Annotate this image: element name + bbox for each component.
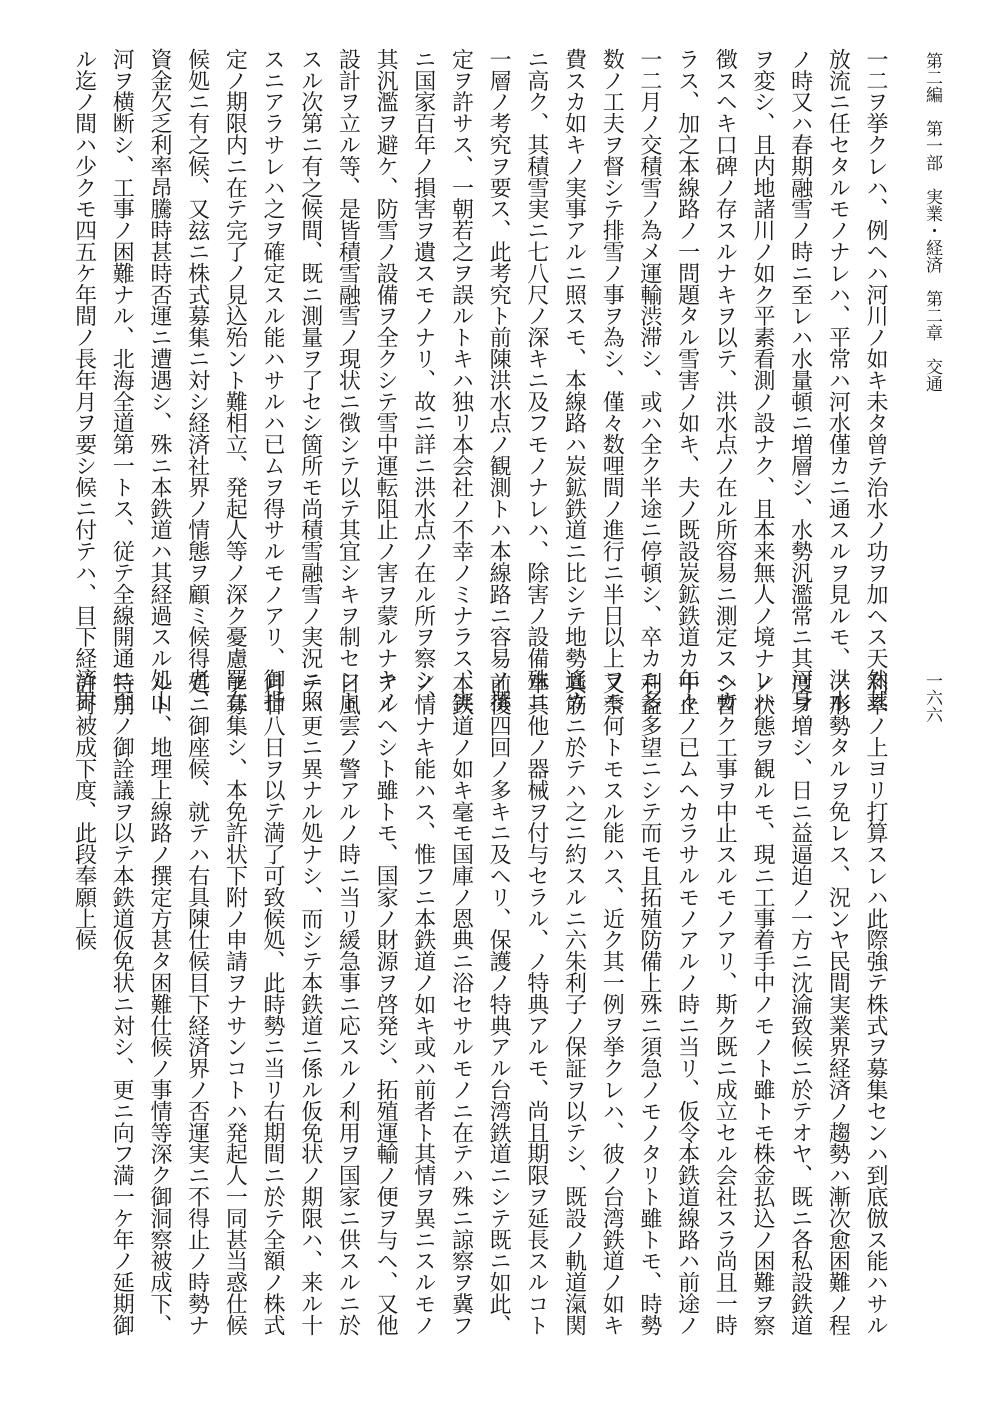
text-column: 費スカ如キノ実事アルニ照スモ、本線路ハ炭鉱鉄道ニ比シテ地勢遙カ (561, 48, 587, 712)
text-column: 資金欠乏利率昂騰時甚時否運ニ遭遇シ、殊ニ本鉄道ハ其経過スル処山 (146, 48, 172, 712)
running-head: 第二編 第一部 実業・経済 第二章 交通 (922, 52, 942, 392)
text-column: ヲ変シ、且内地諸川ノ如ク平素看測ノ設ナク、且本来無人ノ境ナレハ (749, 48, 775, 712)
page-number: 一六六 (922, 672, 942, 723)
text-column: 利率ノ上ヨリ打算スレハ此際強テ株式ヲ募集センハ到底倣ス能ハサル (863, 672, 888, 1336)
text-column: スニアラサレハ之ヲ確定スル能ハサルハ已ムヲ得サルモノアリ、御指 (260, 48, 285, 712)
text-column: ルト、地理上線路ノ撰定方甚タ困難仕候ノ事情等深ク御洞察被成下、 (146, 672, 172, 1336)
text-column: 其筋ニ於テハ之ニ約スルニ六朱利子ノ保証ヲ以テシ、既設ノ軌道滊関 (561, 672, 587, 1336)
text-column: 度ヲ増シ、日ニ益逼迫ノ一方ニ沈淪致候ニ於テオヤ、既ニ各私設鉄道 (787, 672, 813, 1336)
text-column: ニ高ク、其積雪実ニ七八尺ノ深キニ及フモノナレハ、除害ノ設備殊ニ (523, 48, 549, 712)
text-column: 又奈何トモスル能ハス、近ク其一例ヲ挙クレハ、彼ノ台湾鉄道ノ如キ (599, 672, 625, 1336)
text-column: 定ヲ許サス、一朝若之ヲ誤ルトキハ独リ本会社ノ不幸ノミナラス、実 (448, 48, 474, 712)
text-column: ノ時又ハ春期融雪ノ時ニ至レハ水量頓ニ増層シ、水勢汎濫常ニ其河身 (787, 48, 813, 712)
text-column: ノ状態ヲ観ルモ、現ニ工事着手中ノモノト雖トモ株金払込ノ困難ヲ察 (749, 672, 775, 1336)
text-column: 中止ノ已ムヘカラサルモノアルノ時ニ当リ、仮令本鉄道線路ハ前途ノ (674, 672, 700, 1336)
text-column: シ暫ク工事ヲ中止スルモノアリ、斯ク既ニ成立セル会社スラ尚且一時 (712, 672, 738, 1336)
text-column: 一層ノ考究ヲ要ス、此考究ト前陳洪水点ノ観測トハ本線路ニ容易ノ撰 (486, 48, 512, 712)
text-column: 日風雲ノ警アルノ時ニ当リ緩急事ニ応スルノ利用ヲ国家ニ供スルニ於 (335, 672, 361, 1336)
lower-text-block (71, 672, 894, 1336)
text-column: 利益多望ニシテ而モ且拓殖防備上殊ニ須急ノモノタリト雖トモ、時勢 (636, 672, 662, 1336)
text-column: 放流ニ任セタルモノナレハ、平常ハ河水僅カニ通スルヲ見ルモ、洪水 (825, 48, 851, 712)
text-column: 定ノ期限内ニ在テ完了ノ見込殆ント難相立、発起人等ノ深ク憂慮罷在 (222, 48, 248, 712)
text-column: ル迄ノ間ハ少クモ四五ケ年間ノ長年月ヲ要シ候ニ付テハ、目下経済界 (71, 48, 97, 712)
text-column: ヲ募集シ、本免許状下附ノ申請ヲナサンコトハ発起人一同甚当惑仕候 (222, 672, 248, 1336)
text-column: 一二月ノ交積雪ノ為メ運輸渋滞シ、或ハ全ク半途ニ停頓シ、卒カニ多 (636, 48, 662, 712)
upper-text-block (58, 48, 894, 712)
text-column: 月廿八日ヲ以テ満了可致候処、此時勢ニ当リ右期間ニ於テ全額ノ株式 (260, 672, 285, 1336)
text-column: 処ニ御座候、就テハ右具陳仕候目下経済界ノ否運実ニ不得止ノ時勢ナ (184, 672, 210, 1336)
text-column: テハ更ニ異ナル処ナシ、而シテ本鉄道ニ係ル仮免状ノ期限ハ、来ル十 (297, 672, 323, 1336)
text-column: 候処ニ有之候、又玆ニ株式募集ニ対シ経済社界ノ情態ヲ顧ミ候得者、 (184, 48, 210, 712)
text-column: 設計ヲ立ル等、是皆積雪融雪ノ現状ニ徴シテ以テ其宜シキヲ制セント (335, 48, 361, 712)
text-column: ニ国家百年ノ損害ヲ遺スモノナリ、故ニ詳ニ洪水点ノ在ル所ヲ察シ、 (410, 48, 436, 712)
text-column: 其汎濫ヲ避ケ、防雪ノ設備ヲ全クシテ雪中運転阻止ノ害ヲ蒙ルナキノ (373, 48, 399, 712)
text-column: 特別ノ御詮議ヲ以テ本鉄道仮免状ニ対シ、更ニ向フ満一ケ年ノ延期御 (109, 672, 135, 1336)
text-column: スル次第ニ有之候間、既ニ測量ヲ了セシ箇所モ尚積雪融雪ノ実況ニ照 (297, 48, 323, 712)
text-column: ラス、加之本線路ノ一問題タル雪害ノ如キ、夫ノ既設炭鉱鉄道カ年々 (674, 48, 700, 712)
text-column: 徴スヘキ口碑ノ存スルナキヲ以テ、洪水点ノ在ル所容易ニ測定スヘカ (712, 48, 738, 712)
text-column: ノ形勢タルヲ免レス、況ンヤ民間実業界経済ノ趨勢ハ漸次愈困難ノ程 (825, 672, 851, 1336)
text-column: ノ情ナキ能ハス、惟フニ本鉄道ノ如キ或ハ前者ト其情ヲ異ニスルモノ (410, 672, 436, 1336)
text-column: 河ヲ横断シ、工事ノ困難ナル、北海全道第一トス、従テ全線開通ニ至 (109, 48, 135, 712)
text-column: 本鉄道ノ如キ毫モ国庫ノ恩典ニ浴セサルモノニ在テハ殊ニ諒察ヲ冀フ (448, 672, 474, 1336)
text-column: 一二ヲ挙クレハ、例ヘハ河川ノ如キ未タ曾テ治水ノ功ヲ加ヘス天然其 (863, 48, 888, 712)
text-column: アルヘシト雖トモ、国家ノ財源ヲ啓発シ、拓殖運輸ノ便ヲ与ヘ、又他 (373, 672, 399, 1336)
text-column: 前後四回ノ多キニ及ヘリ、保護ノ特典アル台湾鉄道ニシテ既ニ如此、 (486, 672, 512, 1336)
text-column: 数ノ工夫ヲ督シテ排雪ノ事ヲ為シ、僅々数哩間ノ進行ニ半日以上ヲモ (599, 48, 625, 712)
text-column: 車其他ノ器械ヲ付与セラル、ノ特典アルモ、尚且期限ヲ延長スルコト (523, 672, 549, 1336)
text-column: 許可被成下度、此段奉願上候 (71, 672, 97, 951)
